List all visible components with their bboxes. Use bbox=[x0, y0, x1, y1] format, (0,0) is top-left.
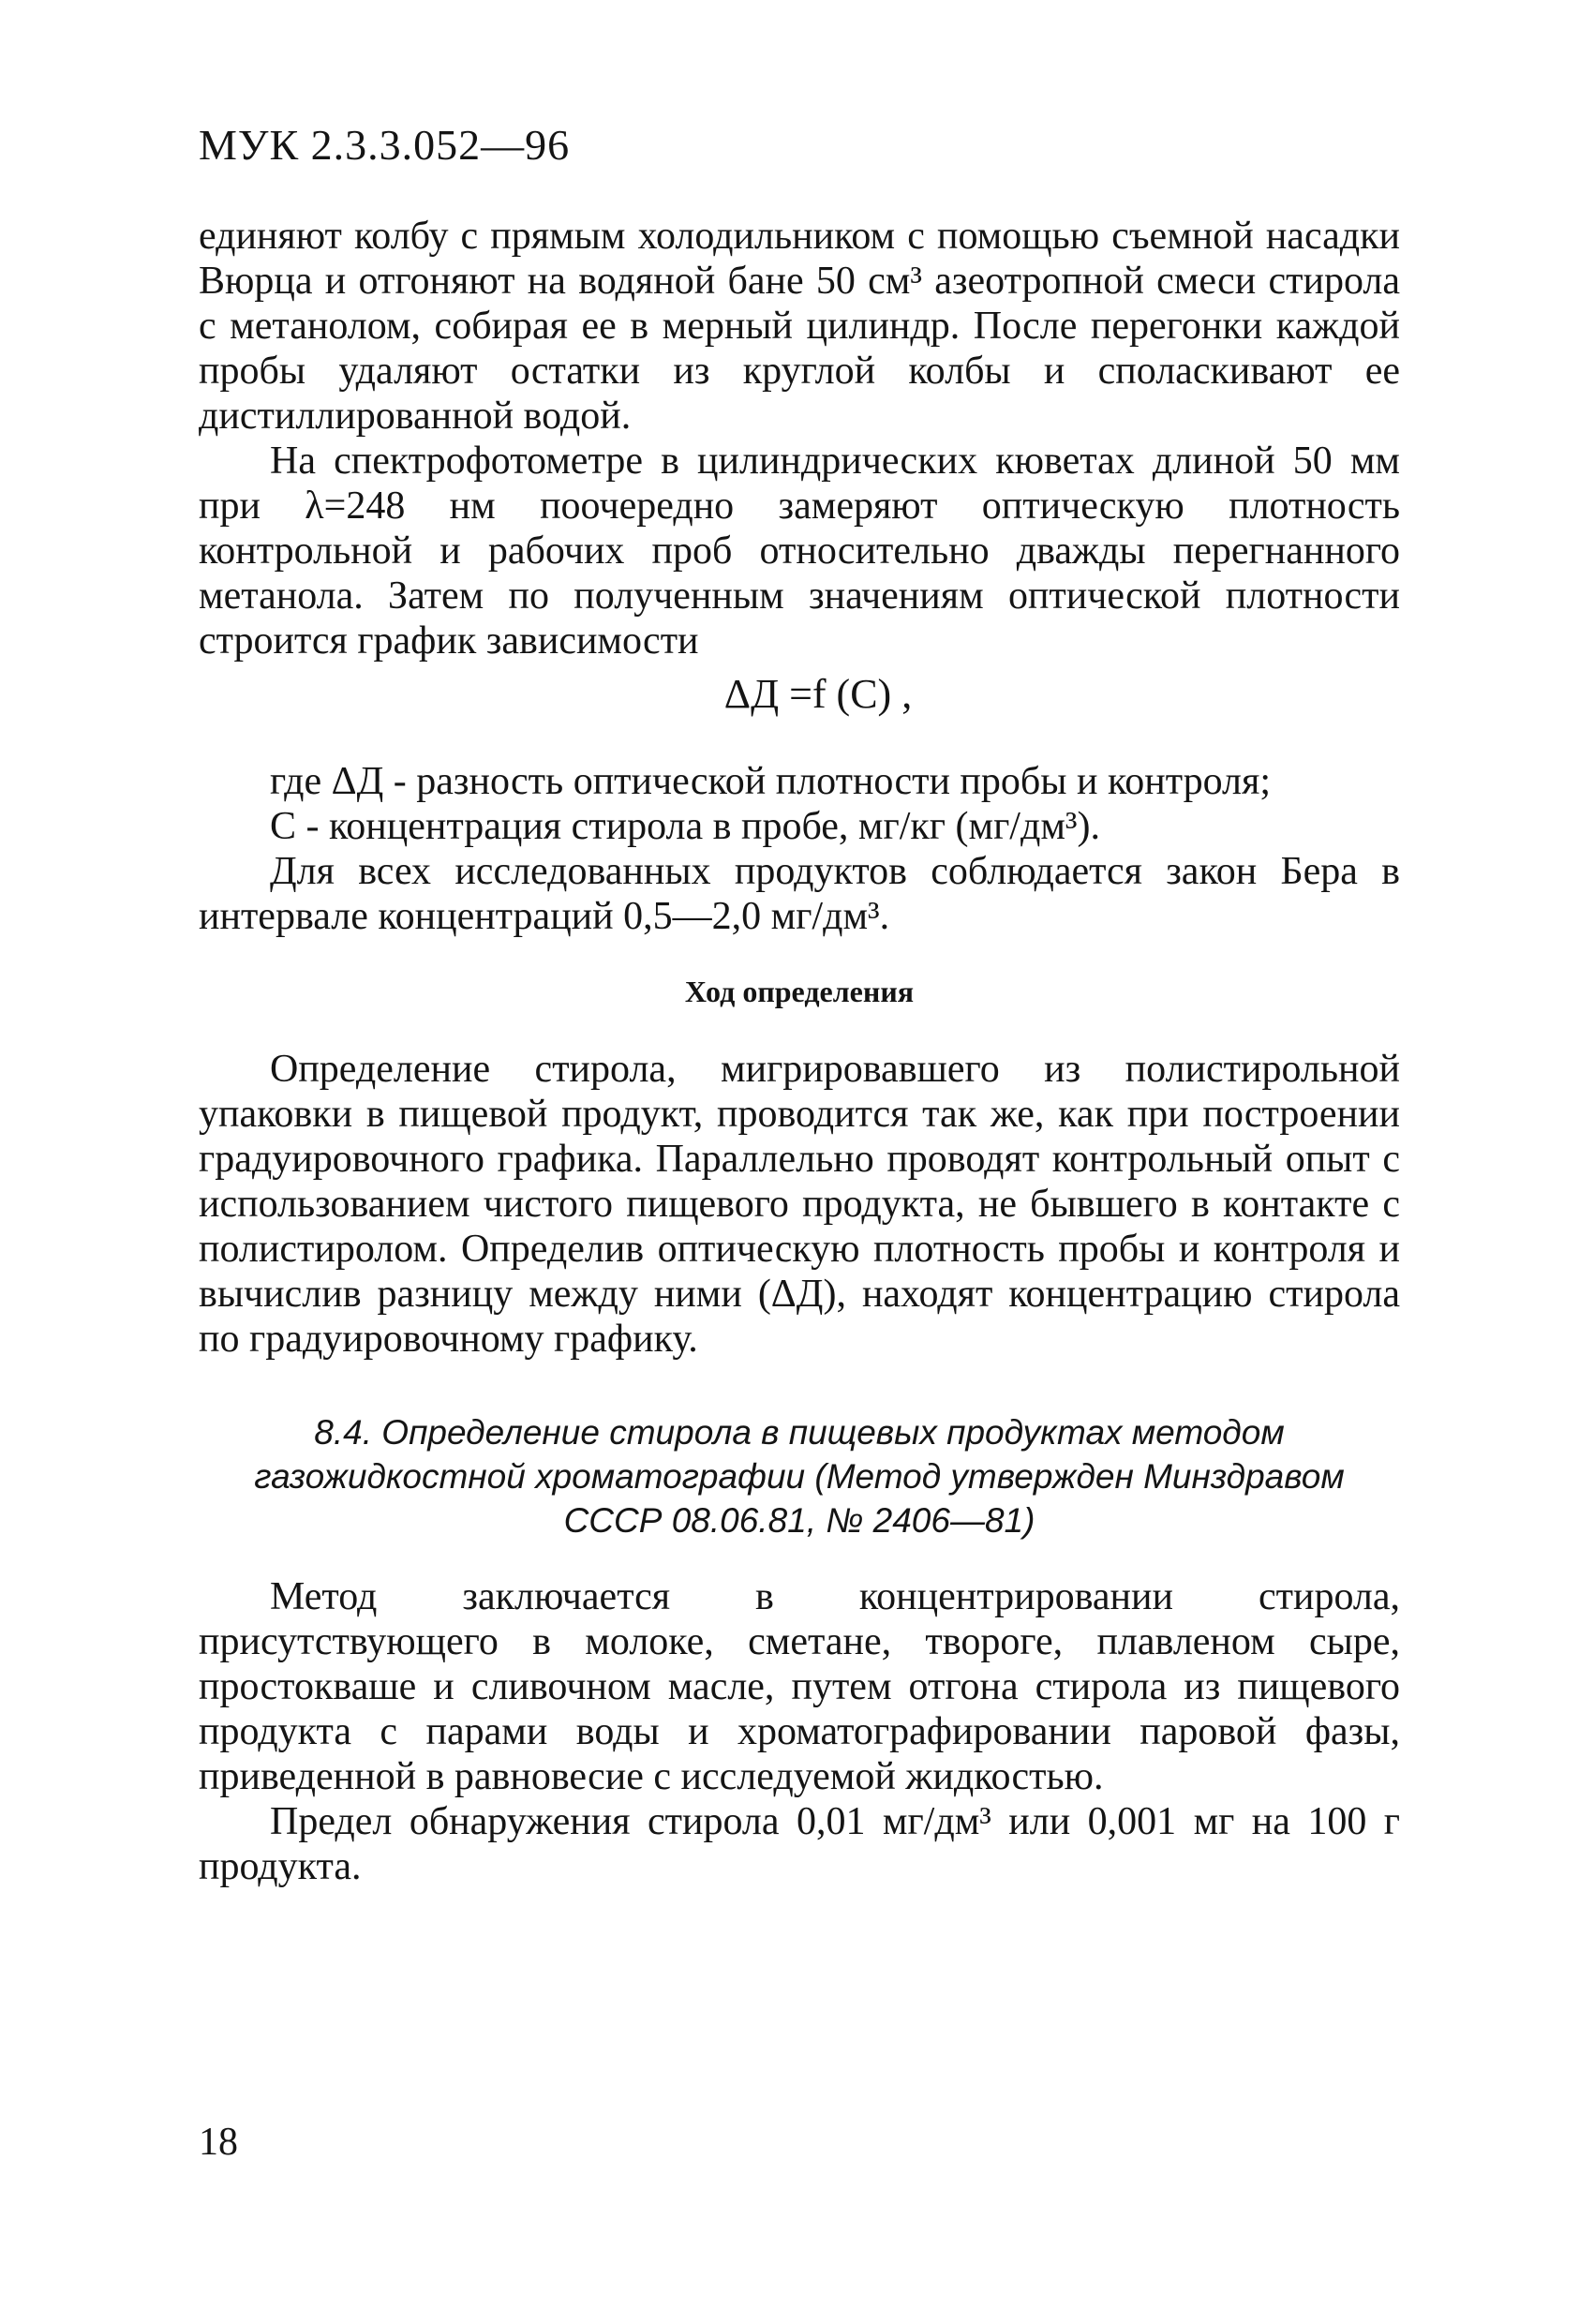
page-number: 18 bbox=[199, 2121, 238, 2164]
definition-delta-d: где ΔД - разность оптической плотности пробы и контроля; bbox=[270, 760, 1271, 803]
subsection-title-line: газожидкостной хроматографии (Метод утвержден Минздравом bbox=[254, 1457, 1345, 1496]
text-block-definitions bbox=[199, 759, 1400, 939]
text-block-top bbox=[199, 214, 1400, 663]
document-code-header: МУК 2.3.3.052—96 bbox=[199, 121, 571, 169]
paragraph-distillation: единяют колбу с прямым холодильником с помощью съемной насадки Вюрца и отгоняют на водяной бане 50 см³ азеотропной смеси стирола с метанолом, собирая ее в мерный цилиндр. После перегонки каждой пробы удаляют остатки из круглой колбы и споласкивают ее дистиллированной водой. bbox=[199, 215, 1400, 438]
paragraph-method: Метод заключается в концентрировании стирола, присутствующего в молоке, сметане, твороге, плавленом сыре, простокваше и сливочном масле, путем отгона стирола из пищевого продукта с парами воды и хроматографировании паровой фазы, приведенной в равновесие с исследуемой жидкостью. bbox=[199, 1575, 1400, 1798]
formula-delta-d: ΔД =f (C) , bbox=[723, 671, 913, 717]
subsection-title-line: СССР 08.06.81, № 2406—81) bbox=[563, 1501, 1035, 1540]
paragraph-detection-limit: Предел обнаружения стирола 0,01 мг/дм³ или 0,001 мг на 100 г продукта. bbox=[199, 1800, 1400, 1888]
definition-c: С - концентрация стирола в пробе, мг/кг (мг/дм³). bbox=[270, 805, 1100, 848]
paragraph-beer-law: Для всех исследованных продуктов соблюдается закон Бера в интервале концентраций 0,5—2,0 мг/дм³. bbox=[199, 850, 1400, 938]
text-block-method bbox=[199, 1574, 1400, 1889]
paragraph-procedure: Определение стирола, мигрировавшего из полистирольной упаковки в пищевой продукт, проводится так же, как при построении градуировочного графика. Параллельно проводят контрольный опыт с использованием чистого пищевого продукта, не бывшего в контакте с полистиролом. Определив оптическую плотность пробы и контроля и вычислив разницу между ними (ΔД), находят концентрацию стирола по градуировочному графику. bbox=[199, 1048, 1400, 1361]
text-block-procedure bbox=[199, 1047, 1400, 1362]
paragraph-spectrophotometer: На спектрофотометре в цилиндрических кюветах длиной 50 мм при λ=248 нм поочередно замеряют оптическую плотность контрольной и рабочих проб относительно дважды перегнанного метанола. Затем по полученным значениям оптической плотности строится график зависимости bbox=[199, 439, 1400, 663]
subsection-title-line: 8.4. Определение стирола в пищевых продуктах методом bbox=[314, 1413, 1285, 1452]
section-heading-procedure: Ход определения bbox=[684, 975, 915, 1008]
subsection-title bbox=[199, 1410, 1400, 1542]
